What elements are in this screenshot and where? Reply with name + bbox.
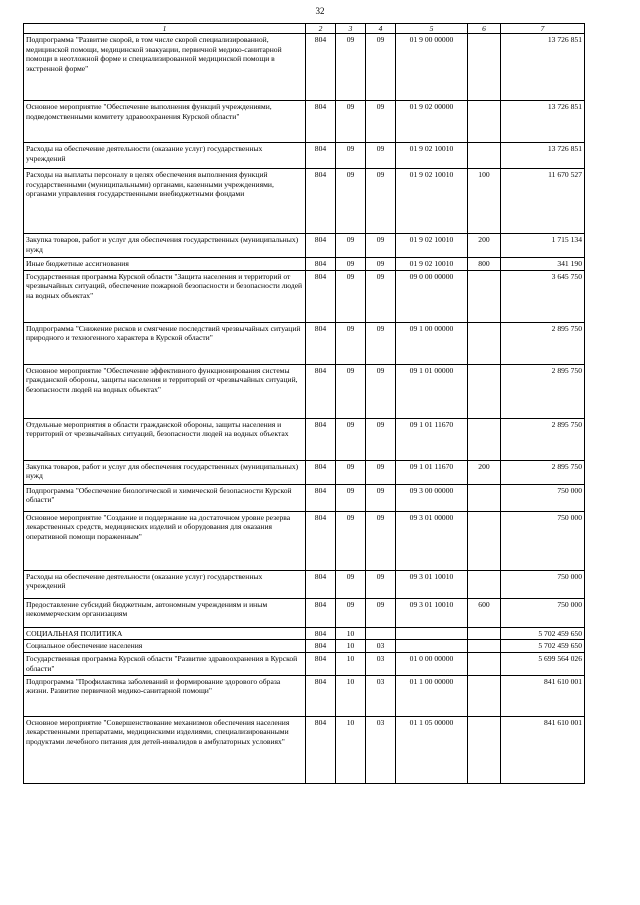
cell-amount: 341 190 [501, 258, 585, 271]
cell-target: 01 9 02 10010 [396, 258, 468, 271]
cell-expense [468, 143, 501, 169]
cell-expense [468, 716, 501, 783]
cell-ministry: 804 [306, 169, 336, 234]
cell-name: Государственная программа Курской области "Развитие здравоохранения в Курской области" [24, 653, 306, 675]
table-header-row [24, 24, 585, 34]
cell-subsection: 09 [366, 322, 396, 364]
cell-expense: 800 [468, 258, 501, 271]
cell-name: Подпрограмма "Профилактика заболеваний и формирование здорового образа жизни. Развитие первичной медико-санитарной помощи" [24, 675, 306, 716]
cell-subsection: 09 [366, 270, 396, 322]
cell-expense [468, 675, 501, 716]
column-header-target: 5 [396, 24, 468, 34]
cell-target [396, 627, 468, 640]
table-row [24, 640, 585, 653]
cell-section: 09 [336, 418, 366, 460]
cell-expense [468, 511, 501, 570]
cell-subsection: 09 [366, 460, 396, 484]
cell-name: Подпрограмма "Снижение рисков и смягчение последствий чрезвычайных ситуаций природного и техногенного характера в Курской области" [24, 322, 306, 364]
cell-name: Иные бюджетные ассигнования [24, 258, 306, 271]
table-row [24, 101, 585, 143]
cell-subsection: 09 [366, 484, 396, 511]
cell-name: Закупка товаров, работ и услуг для обеспечения государственных (муниципальных) нужд [24, 460, 306, 484]
cell-expense [468, 34, 501, 101]
cell-section: 09 [336, 169, 366, 234]
cell-ministry: 804 [306, 364, 336, 418]
cell-amount: 2 895 750 [501, 322, 585, 364]
cell-name: СОЦИАЛЬНАЯ ПОЛИТИКА [24, 627, 306, 640]
cell-name: Социальное обеспечение населения [24, 640, 306, 653]
table-row [24, 258, 585, 271]
cell-ministry: 804 [306, 418, 336, 460]
cell-amount: 13 726 851 [501, 34, 585, 101]
cell-amount: 5 699 564 026 [501, 653, 585, 675]
cell-ministry: 804 [306, 460, 336, 484]
cell-amount: 750 000 [501, 484, 585, 511]
table-row [24, 234, 585, 258]
cell-amount: 750 000 [501, 598, 585, 627]
cell-amount: 13 726 851 [501, 101, 585, 143]
column-header-name: 1 [24, 24, 306, 34]
cell-subsection: 09 [366, 258, 396, 271]
cell-ministry: 804 [306, 34, 336, 101]
table-row [24, 570, 585, 598]
cell-ministry: 804 [306, 640, 336, 653]
cell-ministry: 804 [306, 143, 336, 169]
cell-section: 09 [336, 511, 366, 570]
cell-subsection: 09 [366, 364, 396, 418]
cell-section: 10 [336, 640, 366, 653]
cell-subsection: 03 [366, 640, 396, 653]
cell-amount: 1 715 134 [501, 234, 585, 258]
cell-name: Основное мероприятие "Создание и поддержание на достаточном уровне резерва лекарственных средств, медицинских изделий и оборудования для оказания оперативной помощи пораженным" [24, 511, 306, 570]
cell-ministry: 804 [306, 484, 336, 511]
cell-subsection: 03 [366, 716, 396, 783]
table-row [24, 270, 585, 322]
cell-section: 10 [336, 627, 366, 640]
cell-name: Закупка товаров, работ и услуг для обеспечения государственных (муниципальных) нужд [24, 234, 306, 258]
cell-section: 09 [336, 598, 366, 627]
cell-expense [468, 570, 501, 598]
table-row [24, 484, 585, 511]
cell-amount: 5 702 459 650 [501, 627, 585, 640]
cell-target: 01 0 00 00000 [396, 653, 468, 675]
table-row [24, 322, 585, 364]
table-row [24, 34, 585, 101]
cell-name: Предоставление субсидий бюджетным, автономным учреждениям и иным некоммерческим организациям [24, 598, 306, 627]
cell-subsection: 09 [366, 169, 396, 234]
cell-expense [468, 101, 501, 143]
cell-section: 10 [336, 716, 366, 783]
cell-expense [468, 653, 501, 675]
cell-target: 09 1 01 11670 [396, 460, 468, 484]
cell-target: 01 9 00 00000 [396, 34, 468, 101]
cell-ministry: 804 [306, 598, 336, 627]
cell-amount: 3 645 750 [501, 270, 585, 322]
cell-amount: 2 895 750 [501, 460, 585, 484]
cell-expense: 600 [468, 598, 501, 627]
cell-name: Основное мероприятие "Обеспечение эффективного функционирования системы гражданской обороны, защиты населения и территорий от чрезвычайных ситуаций, безопасности людей на водных объектах" [24, 364, 306, 418]
cell-section: 09 [336, 484, 366, 511]
cell-ministry: 804 [306, 653, 336, 675]
cell-expense: 100 [468, 169, 501, 234]
cell-subsection: 09 [366, 598, 396, 627]
cell-expense [468, 364, 501, 418]
column-header-ministry: 2 [306, 24, 336, 34]
table-row [24, 418, 585, 460]
cell-subsection [366, 627, 396, 640]
table-row [24, 460, 585, 484]
cell-amount: 5 702 459 650 [501, 640, 585, 653]
cell-ministry: 804 [306, 322, 336, 364]
column-header-expense: 6 [468, 24, 501, 34]
cell-target: 09 1 01 00000 [396, 364, 468, 418]
cell-ministry: 804 [306, 101, 336, 143]
cell-section: 09 [336, 270, 366, 322]
table-row [24, 511, 585, 570]
cell-name: Расходы на выплаты персоналу в целях обеспечения выполнения функций государственными (муниципальными) органами, казенными учреждениями, органами управления государственными внебюджетными фондами [24, 169, 306, 234]
cell-name: Подпрограмма "Развитие скорой, в том числе скорой специализированной, медицинской помощи, медицинской эвакуации, первичной медико-санитарной помощи в неотложной форме и специализированной медицинской помощи в экстренной форме" [24, 34, 306, 101]
cell-section: 10 [336, 675, 366, 716]
cell-target: 09 3 01 10010 [396, 570, 468, 598]
cell-target: 01 9 02 10010 [396, 143, 468, 169]
cell-target: 09 0 00 00000 [396, 270, 468, 322]
cell-subsection: 09 [366, 511, 396, 570]
cell-subsection: 09 [366, 234, 396, 258]
cell-subsection: 09 [366, 418, 396, 460]
cell-target [396, 640, 468, 653]
cell-ministry: 804 [306, 270, 336, 322]
cell-subsection: 03 [366, 675, 396, 716]
table-row [24, 364, 585, 418]
cell-ministry: 804 [306, 234, 336, 258]
cell-target: 01 1 05 00000 [396, 716, 468, 783]
cell-amount: 750 000 [501, 570, 585, 598]
cell-name: Отдельные мероприятия в области гражданской обороны, защиты населения и территорий от чрезвычайных ситуаций, безопасности людей на водных объектах [24, 418, 306, 460]
cell-ministry: 804 [306, 258, 336, 271]
cell-expense [468, 418, 501, 460]
cell-target: 09 1 00 00000 [396, 322, 468, 364]
cell-expense [468, 640, 501, 653]
cell-expense [468, 270, 501, 322]
table-row [24, 598, 585, 627]
cell-ministry: 804 [306, 627, 336, 640]
column-header-amount: 7 [501, 24, 585, 34]
cell-expense: 200 [468, 460, 501, 484]
cell-amount: 841 610 001 [501, 716, 585, 783]
cell-subsection: 09 [366, 101, 396, 143]
cell-section: 09 [336, 322, 366, 364]
cell-expense [468, 322, 501, 364]
table-row [24, 716, 585, 783]
cell-expense [468, 627, 501, 640]
table-row [24, 627, 585, 640]
cell-subsection: 09 [366, 34, 396, 101]
cell-amount: 841 610 001 [501, 675, 585, 716]
cell-target: 01 9 02 10010 [396, 169, 468, 234]
cell-section: 10 [336, 653, 366, 675]
cell-subsection: 09 [366, 143, 396, 169]
cell-ministry: 804 [306, 570, 336, 598]
cell-subsection: 09 [366, 570, 396, 598]
cell-name: Государственная программа Курской области "Защита населения и территорий от чрезвычайных ситуаций, обеспечение пожарной безопасности и безопасности людей на водных объектах" [24, 270, 306, 322]
cell-ministry: 804 [306, 716, 336, 783]
cell-target: 01 1 00 00000 [396, 675, 468, 716]
cell-name: Подпрограмма "Обеспечение биологической и химической безопасности Курской области" [24, 484, 306, 511]
table-row [24, 653, 585, 675]
cell-name: Основное мероприятие "Совершенствование механизмов обеспечения населения лекарственными препаратами, медицинскими изделиями, специализированными продуктами лечебного питания для детей-инвалидов в амбулаторных условиях" [24, 716, 306, 783]
cell-amount: 750 000 [501, 511, 585, 570]
cell-amount: 13 726 851 [501, 143, 585, 169]
table-row [24, 675, 585, 716]
cell-amount: 11 670 527 [501, 169, 585, 234]
cell-subsection: 03 [366, 653, 396, 675]
budget-table [23, 23, 585, 784]
cell-target: 09 3 00 00000 [396, 484, 468, 511]
cell-target: 09 3 01 10010 [396, 598, 468, 627]
table-body [24, 34, 585, 784]
cell-section: 09 [336, 143, 366, 169]
cell-ministry: 804 [306, 511, 336, 570]
cell-amount: 2 895 750 [501, 418, 585, 460]
page-number: 32 [315, 6, 325, 16]
cell-section: 09 [336, 101, 366, 143]
cell-ministry: 804 [306, 675, 336, 716]
cell-target: 09 1 01 11670 [396, 418, 468, 460]
cell-target: 09 3 01 00000 [396, 511, 468, 570]
cell-amount: 2 895 750 [501, 364, 585, 418]
cell-target: 01 9 02 00000 [396, 101, 468, 143]
cell-section: 09 [336, 364, 366, 418]
cell-section: 09 [336, 234, 366, 258]
cell-name: Расходы на обеспечение деятельности (оказание услуг) государственных учреждений [24, 143, 306, 169]
cell-target: 01 9 02 10010 [396, 234, 468, 258]
cell-section: 09 [336, 570, 366, 598]
table-row [24, 143, 585, 169]
cell-section: 09 [336, 34, 366, 101]
table-row [24, 169, 585, 234]
cell-name: Основное мероприятие "Обеспечение выполнения функций учреждениями, подведомственными комитету здравоохранения Курской области" [24, 101, 306, 143]
cell-expense: 200 [468, 234, 501, 258]
cell-section: 09 [336, 258, 366, 271]
cell-name: Расходы на обеспечение деятельности (оказание услуг) государственных учреждений [24, 570, 306, 598]
cell-section: 09 [336, 460, 366, 484]
column-header-subsection: 4 [366, 24, 396, 34]
cell-expense [468, 484, 501, 511]
column-header-section: 3 [336, 24, 366, 34]
